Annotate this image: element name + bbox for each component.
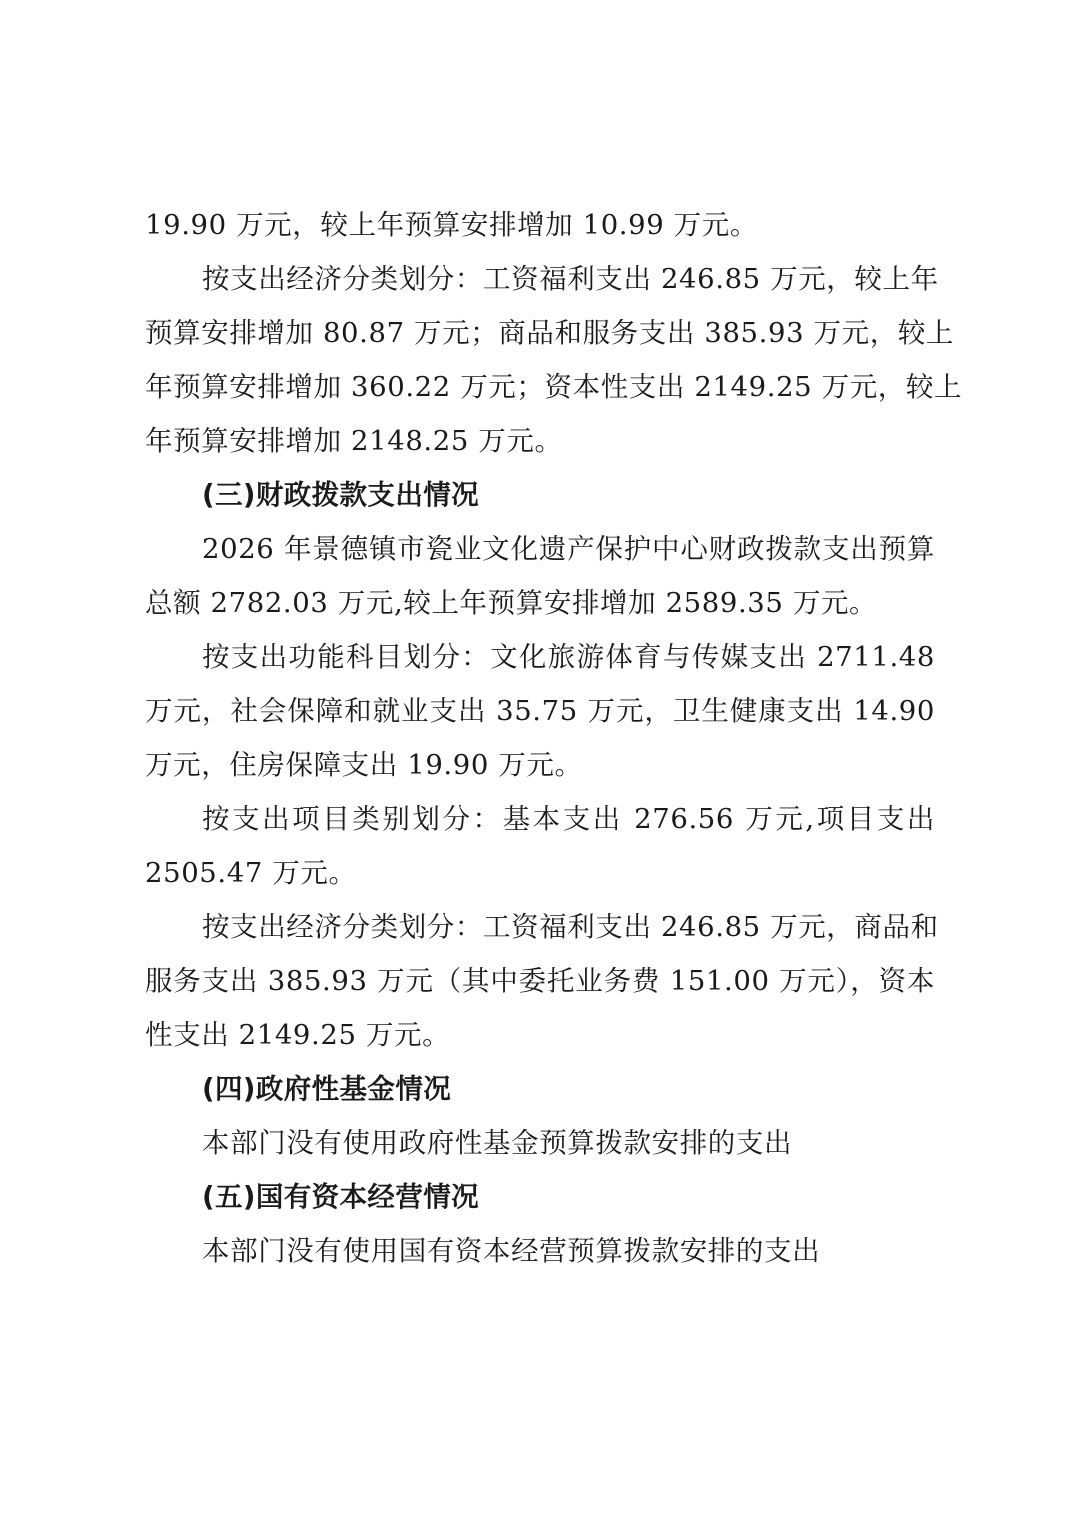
section-heading: (五)国有资本经营情况: [202, 1181, 480, 1213]
paragraph-line: 年预算安排增加 360.22 万元；资本性支出 2149.25 万元，较上: [145, 371, 963, 403]
paragraph-line: 2505.47 万元。: [145, 857, 357, 889]
paragraph-line: 预算安排增加 80.87 万元；商品和服务支出 385.93 万元，较上: [145, 317, 955, 349]
section-heading: (三)财政拨款支出情况: [202, 479, 480, 511]
paragraph-line: 2026 年景德镇市瓷业文化遗产保护中心财政拨款支出预算: [202, 533, 935, 565]
paragraph-line: 19.90 万元，较上年预算安排增加 10.99 万元。: [145, 209, 758, 241]
paragraph-line: 本部门没有使用政府性基金预算拨款安排的支出: [202, 1127, 793, 1159]
paragraph-line: 按支出功能科目划分：文化旅游体育与传媒支出 2711.48: [202, 641, 935, 673]
document-body: [145, 198, 963, 1278]
section-heading: (四)政府性基金情况: [202, 1073, 452, 1105]
paragraph-line: 按支出经济分类划分：工资福利支出 246.85 万元，商品和: [202, 911, 939, 943]
paragraph-line: 按支出项目类别划分：基本支出 276.56 万元,项目支出: [202, 803, 935, 835]
paragraph-line: 服务支出 385.93 万元（其中委托业务费 151.00 万元），资本: [145, 965, 935, 997]
paragraph-line: 总额 2782.03 万元,较上年预算安排增加 2589.35 万元。: [145, 587, 878, 619]
paragraph-line: 按支出经济分类划分：工资福利支出 246.85 万元，较上年: [202, 263, 939, 295]
paragraph-line: 性支出 2149.25 万元。: [145, 1019, 451, 1051]
paragraph-line: 万元，社会保障和就业支出 35.75 万元，卫生健康支出 14.90: [145, 695, 935, 727]
paragraph-line: 本部门没有使用国有资本经营预算拨款安排的支出: [202, 1235, 821, 1267]
paragraph-line: 年预算安排增加 2148.25 万元。: [145, 425, 563, 457]
paragraph-line: 万元，住房保障支出 19.90 万元。: [145, 749, 583, 781]
